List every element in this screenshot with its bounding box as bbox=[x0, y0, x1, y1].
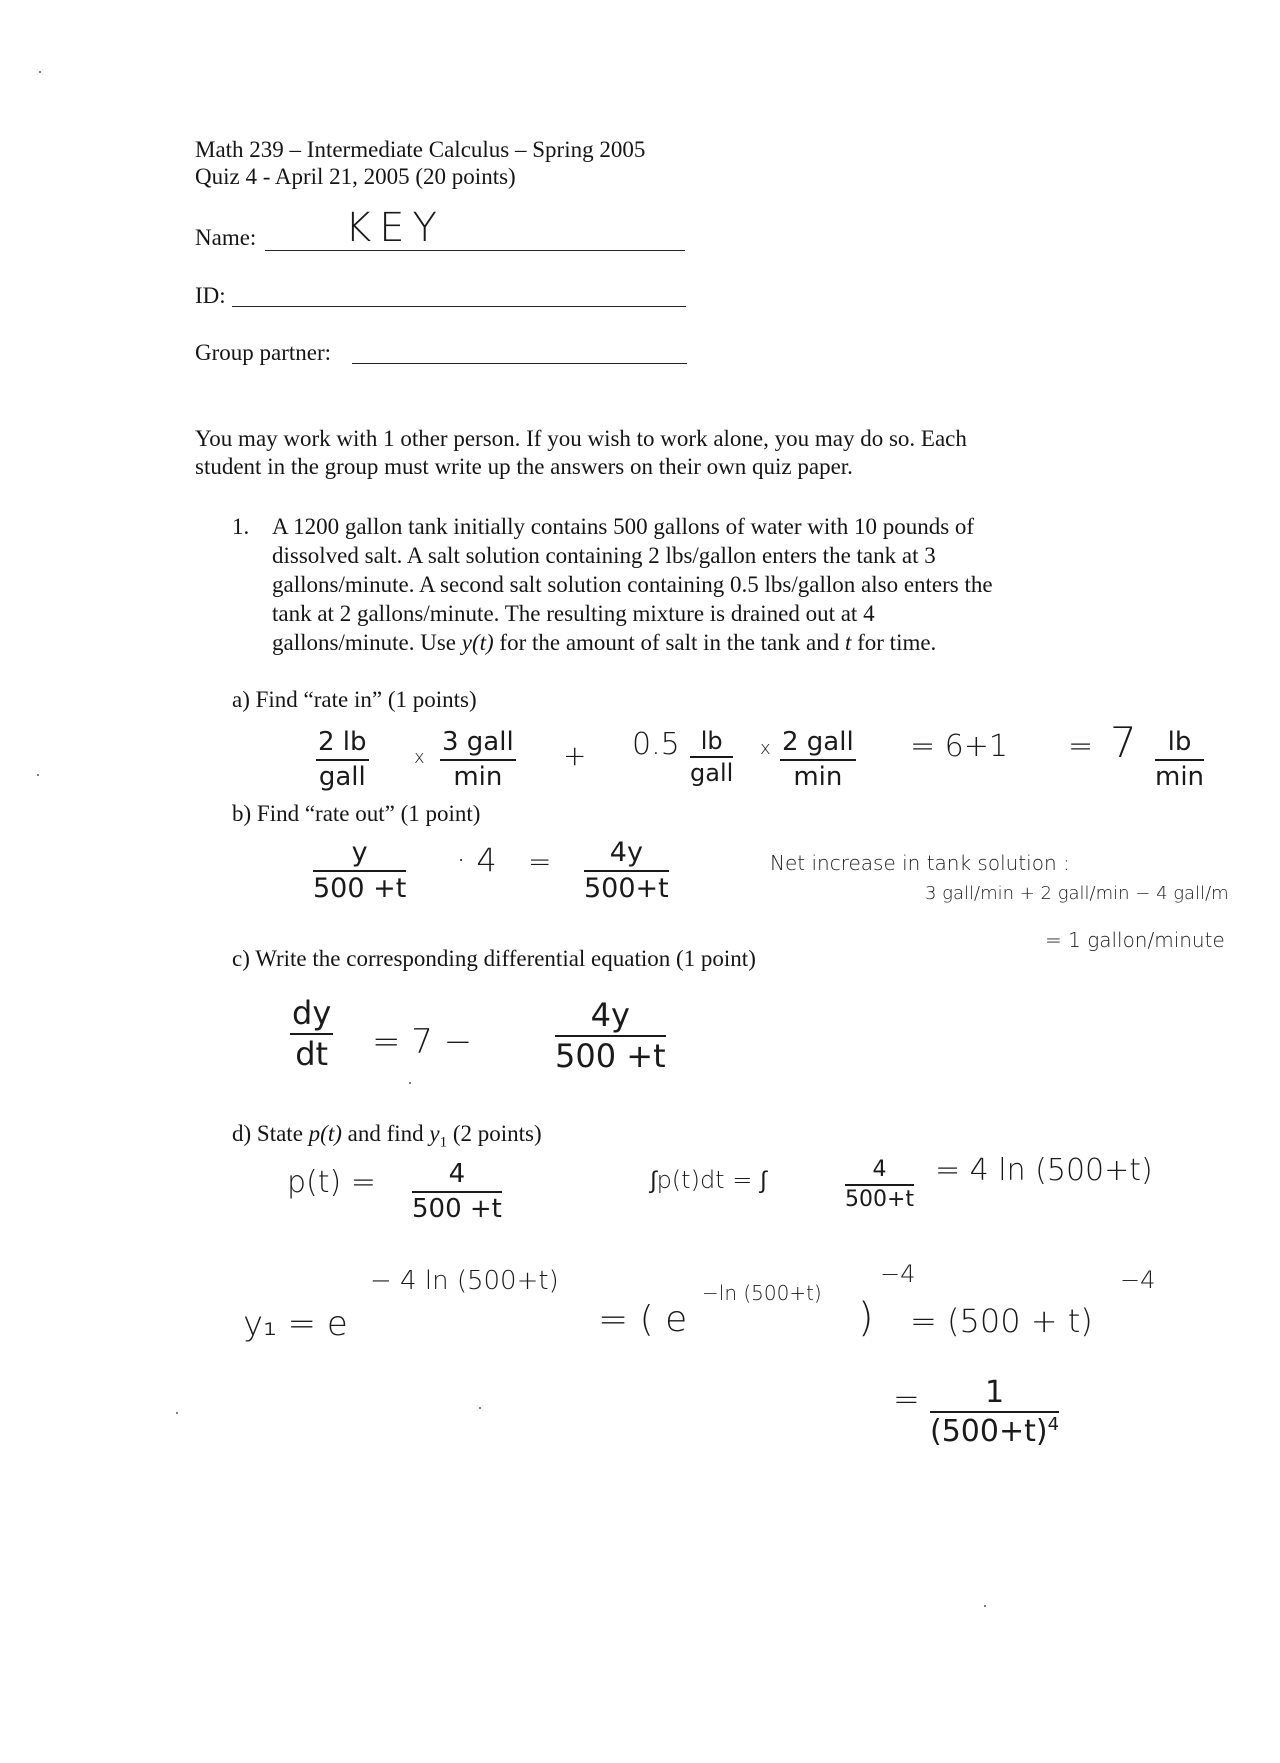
problem-line1: A 1200 gallon tank initially contains 500 gallons of water with 10 pounds of bbox=[272, 514, 975, 539]
integral-fraction: 4 500+t bbox=[845, 1157, 915, 1213]
y1-exponent: − 4 ln (500+t) bbox=[370, 1266, 559, 1296]
net-increase-result: = 1 gallon/minute bbox=[1045, 928, 1225, 952]
part-a-times-1: x bbox=[414, 747, 425, 768]
name-value: KEY bbox=[345, 205, 445, 251]
problem-line5: gallons/minute. Use y(t) for the amount of salt in the tank and t for time. bbox=[272, 630, 937, 655]
net-increase-note: Net increase in tank solution : bbox=[770, 851, 1070, 875]
part-a-fraction-lb-gall: lb gall bbox=[690, 727, 734, 788]
part-a-result: 7 bbox=[1110, 718, 1137, 767]
part-a-fraction-2gall-min: 2 gall min bbox=[782, 727, 854, 792]
y1-lhs: y₁ = e bbox=[243, 1304, 348, 1344]
part-a-result-units: lb min bbox=[1155, 727, 1205, 792]
final-fraction: 1 $(500+t)^4$ bbox=[930, 1375, 1060, 1449]
part-b-fraction-4y: 4y 500+t bbox=[584, 837, 669, 904]
p-of-t-fraction: 4 500 +t bbox=[412, 1159, 502, 1224]
part-a-label: a) Find “rate in” (1 points) bbox=[232, 687, 477, 712]
p-of-t: p(t) = bbox=[287, 1165, 376, 1200]
part-a-fraction-3gall-min: 3 gall min bbox=[442, 727, 514, 792]
part-c-fraction-4y: 4y 500 +t bbox=[555, 996, 666, 1076]
problem-line3: gallons/minute. A second salt solution containing 0.5 lbs/gallon also enters the bbox=[272, 572, 993, 597]
y1-middle-power: −4 bbox=[880, 1260, 916, 1288]
part-c-label: c) Write the corresponding differential equation (1 point) bbox=[232, 946, 756, 971]
instructions-line1: You may work with 1 other person. If you wish to work alone, you may do so. Each bbox=[195, 426, 967, 451]
part-a-plus: + bbox=[563, 739, 587, 772]
quiz-line: Quiz 4 - April 21, 2005 (20 points) bbox=[195, 164, 516, 189]
integral-result: = 4 ln (500+t) bbox=[935, 1153, 1153, 1188]
y1-middle-exponent: −ln (500+t) bbox=[702, 1281, 822, 1305]
y1-right: = (500 + t) bbox=[910, 1302, 1093, 1340]
part-c-rhs: = 7 − bbox=[372, 1022, 473, 1062]
y1-middle-close: ) bbox=[858, 1295, 874, 1341]
partner-label: Group partner: bbox=[195, 340, 332, 365]
final-equals: = bbox=[893, 1380, 920, 1418]
part-c-dy-dt: dy dt bbox=[292, 994, 332, 1074]
part-a-coefficient: 0.5 bbox=[632, 727, 680, 762]
part-b-times-4: · 4 bbox=[456, 841, 497, 879]
part-a-sum: = 6+1 bbox=[910, 729, 1008, 764]
part-b-fraction-y: y 500 +t bbox=[313, 837, 407, 904]
id-label: ID: bbox=[195, 283, 226, 308]
net-increase-sum: 3 gall/min + 2 gall/min − 4 gall/m bbox=[925, 883, 1229, 904]
problem-line4: tank at 2 gallons/minute. The resulting mixture is drained out at 4 bbox=[272, 601, 875, 626]
y1-middle: = ( e bbox=[598, 1299, 688, 1340]
problem-number: 1. bbox=[232, 514, 250, 539]
name-label: Name: bbox=[195, 225, 257, 250]
problem-line2: dissolved salt. A salt solution containing 2 lbs/gallon enters the tank at 3 bbox=[272, 543, 936, 568]
course-line: Math 239 – Intermediate Calculus – Spring 2005 bbox=[195, 137, 646, 162]
y1-right-power: −4 bbox=[1120, 1266, 1156, 1294]
integral-of-p: ∫p(t)dt = ∫ bbox=[650, 1166, 767, 1194]
part-a-times-2: x bbox=[760, 738, 771, 759]
part-d-label: d) State p(t) and find $y_1$ (2 points) bbox=[232, 1121, 542, 1151]
part-b-equals: = bbox=[528, 845, 552, 878]
part-a-equals: = bbox=[1068, 729, 1094, 764]
part-a-fraction-2lb-gall: 2 lb gall bbox=[318, 727, 367, 792]
instructions-line2: student in the group must write up the answers on their own quiz paper. bbox=[195, 454, 853, 479]
part-b-label: b) Find “rate out” (1 point) bbox=[232, 801, 481, 826]
